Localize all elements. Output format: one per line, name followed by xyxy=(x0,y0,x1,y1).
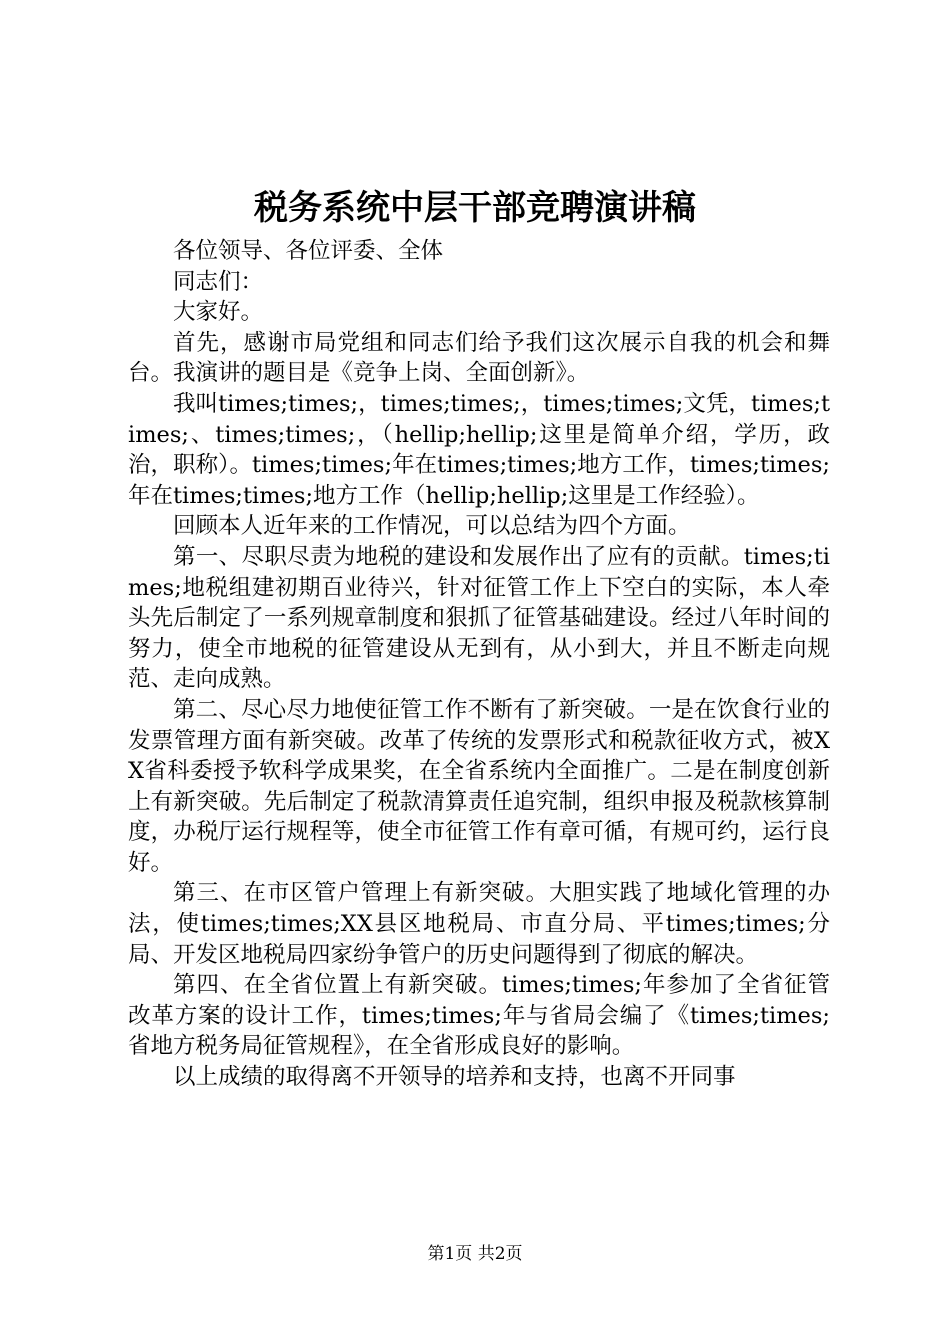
paragraph-first: 第一、尽职尽责为地税的建设和发展作出了应有的贡献。times;times;地税组建初期百业待兴，针对征管工作上下空白的实际，本人牵头先后制定了一系列规章制度和狠抓了征管基础建设。经过八年时间的努力，使全市地税的征管建设从无到有，从小到大，并且不断走向规范、走向成熟。 xyxy=(128,543,830,693)
paragraph-hello: 大家好。 xyxy=(173,299,264,326)
paragraph-review: 回顾本人近年来的工作情况，可以总结为四个方面。 xyxy=(173,513,691,540)
paragraph-greeting-comrades: 同志们： xyxy=(173,268,264,295)
paragraph-introduction: 我叫times;times;，times;times;，times;times;文凭，times;times;、times;times;，（hellip;hellip;这里是简单介绍，学历，政治，职称）。times;times;年在times;times;地方工作，times;times;年在times;times;地方工作（hellip;hellip;这里是工作经验）。 xyxy=(128,390,830,509)
document-title: 税务系统中层干部竞聘演讲稿 xyxy=(254,188,696,228)
paragraph-conclusion: 以上成绩的取得离不开领导的培养和支持，也离不开同事 xyxy=(173,1064,736,1091)
paragraph-third: 第三、在市区管户管理上有新突破。大胆实践了地域化管理的办法，使times;times;XX县区地税局、市直分局、平times;times;分局、开发区地税局四家纷争管户的历史问题得到了彻底的解决。 xyxy=(128,880,830,968)
paragraph-greeting: 各位领导、各位评委、全体 xyxy=(173,238,444,264)
paragraph-second: 第二、尽心尽力地使征管工作不断有了新突破。一是在饮食行业的发票管理方面有新突破。改革了传统的发票形式和税款征收方式，被XX省科委授予软科学成果奖，在全省系统内全面推广。二是在制度创新上有新突破。先后制定了税款清算责任追究制，组织申报及税款核算制度，办税厅运行规程等，使全市征管工作有章可循，有规可约，运行良好。 xyxy=(128,696,830,876)
page-footer: 第1页 共2页 xyxy=(427,1244,523,1264)
paragraph-fourth: 第四、在全省位置上有新突破。times;times;年参加了全省征管改革方案的设计工作，times;times;年与省局会编了《times;times;省地方税务局征管规程》，在全省形成良好的影响。 xyxy=(128,972,830,1060)
paragraph-thanks: 首先，感谢市局党组和同志们给予我们这次展示自我的机会和舞台。我演讲的题目是《竞争上岗、全面创新》。 xyxy=(128,329,830,387)
document-body xyxy=(128,236,830,1093)
